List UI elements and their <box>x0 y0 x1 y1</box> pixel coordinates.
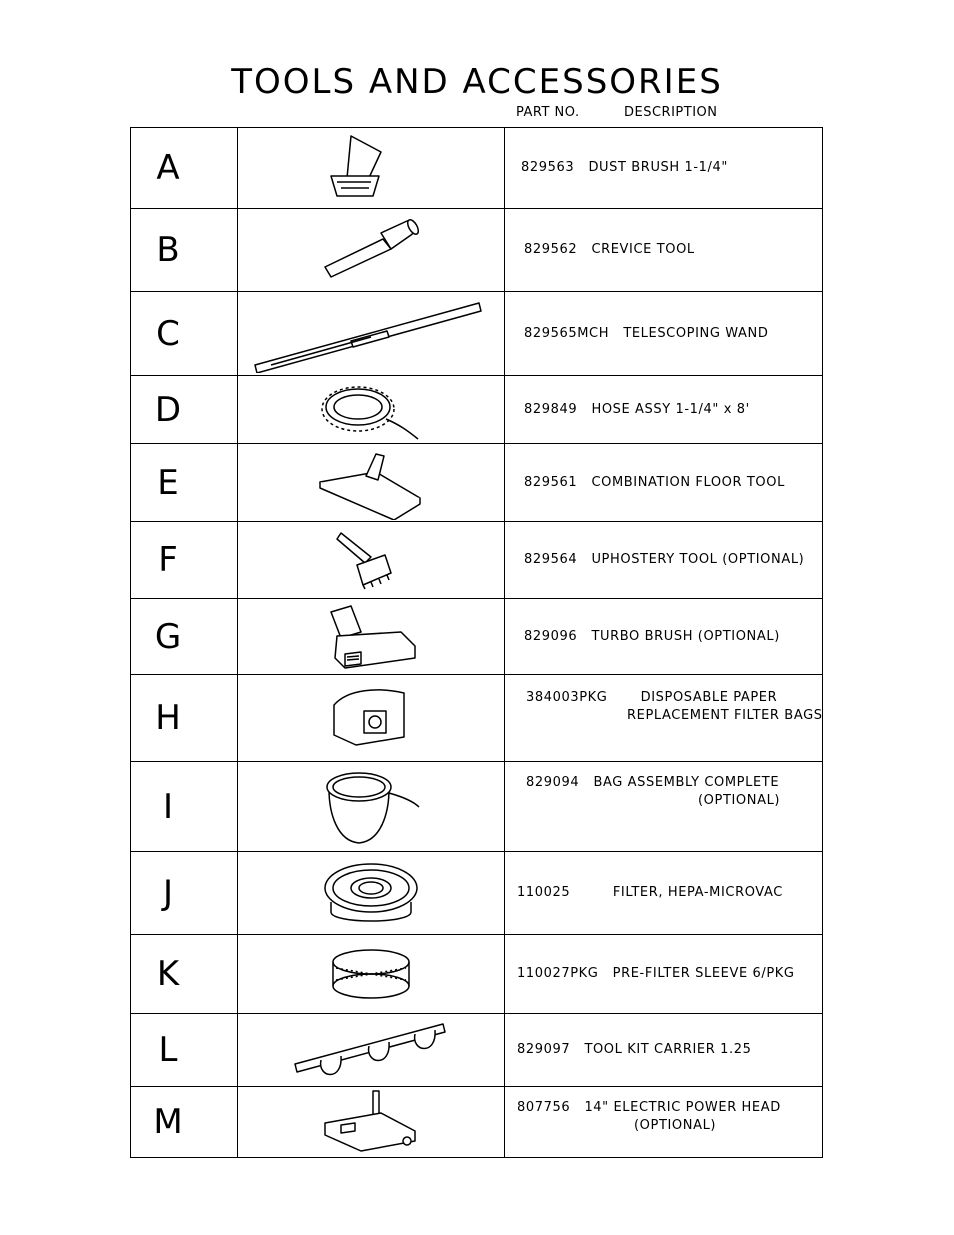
parts-table <box>130 127 823 1158</box>
item-letter: A <box>131 128 238 209</box>
part-description: COMBINATION FLOOR TOOL <box>591 474 785 490</box>
part-number: 807756 <box>517 1100 571 1115</box>
part-description-line-2: REPLACEMENT FILTER BAGS <box>627 708 823 723</box>
part-number: 829565MCH <box>524 325 610 341</box>
part-number: 829564 <box>524 552 578 567</box>
table-row <box>131 444 823 522</box>
part-no-header: PART NO. <box>516 105 580 120</box>
paper-bag-icon <box>328 685 414 751</box>
part-description: DUST BRUSH 1-1/4" <box>588 160 728 175</box>
power-head-icon <box>321 1089 421 1155</box>
table-row <box>131 935 823 1014</box>
part-description: TELESCOPING WAND <box>623 325 769 341</box>
table-row <box>131 1014 823 1087</box>
part-description: CREVICE TOOL <box>591 242 695 257</box>
table-row <box>131 599 823 675</box>
part-description: HOSE ASSY 1-1/4" x 8' <box>591 401 750 417</box>
item-letter: H <box>131 675 238 762</box>
table-row <box>131 292 823 376</box>
table-row <box>131 522 823 599</box>
description-header: DESCRIPTION <box>624 105 718 120</box>
part-description: TURBO BRUSH (OPTIONAL) <box>591 628 780 644</box>
item-letter: G <box>131 599 238 675</box>
item-letter: L <box>131 1014 238 1087</box>
upholstery-tool-icon <box>331 527 411 593</box>
part-number: 829561 <box>524 474 578 490</box>
item-letter: D <box>131 376 238 444</box>
item-letter: B <box>131 209 238 292</box>
part-number: 829096 <box>524 628 578 644</box>
item-letter: K <box>131 935 238 1014</box>
part-description: UPHOSTERY TOOL (OPTIONAL) <box>591 552 805 567</box>
part-description: PRE-FILTER SLEEVE 6/PKG <box>612 966 795 981</box>
crevice-tool-icon <box>311 217 431 283</box>
bag-assembly-icon <box>319 767 423 847</box>
part-description: 14" ELECTRIC POWER HEAD <box>584 1100 781 1115</box>
part-number: 829563 <box>521 160 575 175</box>
table-row <box>131 209 823 292</box>
turbo-brush-icon <box>321 602 421 672</box>
part-number: 829097 <box>517 1042 571 1057</box>
part-number: 829562 <box>524 242 578 257</box>
part-number: 384003PKG <box>526 690 608 705</box>
pre-filter-sleeve-icon <box>328 944 414 1004</box>
part-description: DISPOSABLE PAPER <box>640 690 778 705</box>
part-description: TOOL KIT CARRIER 1.25 <box>584 1042 752 1057</box>
dust-brush-icon <box>311 132 431 204</box>
part-number: 110027PKG <box>517 966 599 981</box>
item-letter: F <box>131 522 238 599</box>
part-number: 110025 <box>517 885 571 900</box>
part-number: 829094 <box>526 775 580 790</box>
part-number: 829849 <box>524 401 578 417</box>
item-letter: C <box>131 292 238 376</box>
tool-kit-carrier-icon <box>293 1016 449 1084</box>
telescoping-wand-icon <box>251 295 491 373</box>
page-title: TOOLS AND ACCESSORIES <box>231 62 723 102</box>
item-letter: J <box>131 852 238 935</box>
part-description: BAG ASSEMBLY COMPLETE <box>593 775 780 790</box>
table-row <box>131 128 823 209</box>
table-row <box>131 762 823 852</box>
hose-icon <box>316 379 426 441</box>
part-description: FILTER, HEPA-MICROVAC <box>612 885 783 900</box>
part-description-line-2: (OPTIONAL) <box>634 1118 717 1133</box>
part-description-line-2: (OPTIONAL) <box>698 793 781 808</box>
table-row <box>131 1087 823 1158</box>
item-letter: I <box>131 762 238 852</box>
hepa-filter-icon <box>321 858 421 928</box>
table-row <box>131 376 823 444</box>
item-letter: E <box>131 444 238 522</box>
table-row <box>131 675 823 762</box>
item-letter: M <box>131 1087 238 1158</box>
table-row <box>131 852 823 935</box>
floor-tool-icon <box>316 446 426 520</box>
